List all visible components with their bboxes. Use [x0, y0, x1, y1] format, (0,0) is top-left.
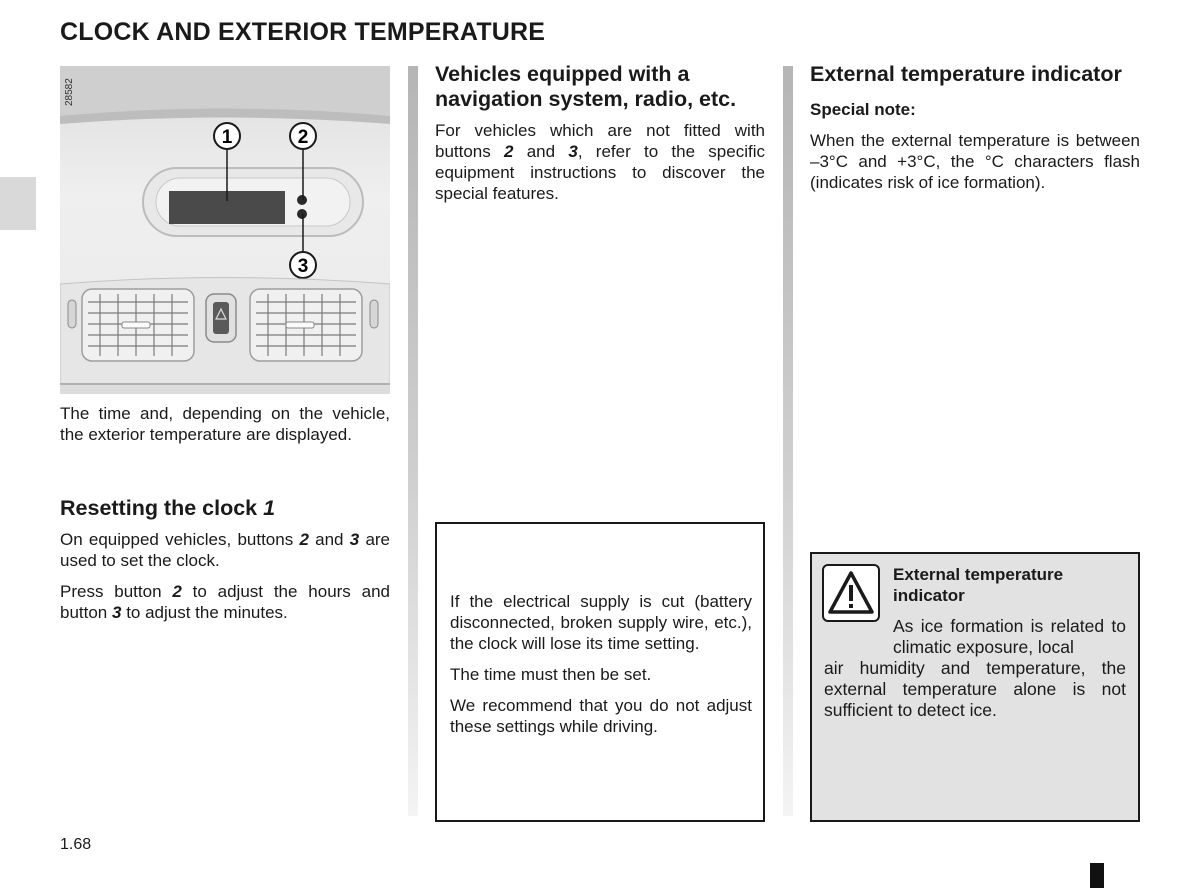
info-paragraph-3: We recommend that you do not adjust these settings while driving. — [450, 696, 752, 736]
button-3-ref: 3 — [568, 142, 578, 161]
temperature-section — [810, 62, 1140, 203]
power-cut-info-box — [435, 522, 765, 822]
text-span: For vehicles which are not fitted with buttons — [435, 121, 765, 161]
column-divider — [408, 66, 418, 816]
warning-triangle-svg — [824, 566, 878, 620]
callout-3-label: 3 — [297, 256, 309, 277]
special-note-label: Special note: — [810, 100, 916, 119]
text-span: to adjust the minutes. — [121, 603, 288, 622]
callout-2 — [290, 123, 316, 149]
button-3-ref: 3 — [112, 603, 122, 622]
info-paragraph-2: The time must then be set. — [450, 665, 652, 684]
callout-1 — [214, 123, 240, 149]
navigation-section — [435, 62, 765, 214]
callout-3 — [290, 252, 316, 278]
callout-2-label: 2 — [297, 127, 309, 148]
navigation-paragraph — [435, 120, 765, 204]
text-span: and — [513, 142, 569, 161]
text-span: and — [308, 530, 350, 549]
text-span: , refer to the specific equipment instructions to discover the special features. — [435, 142, 765, 203]
warning-text-1: As ice formation is related to climatic exposure, local — [893, 616, 1126, 657]
figure-code: 28582 — [64, 78, 75, 106]
reset-paragraph-1 — [60, 529, 390, 571]
page-title: CLOCK AND EXTERIOR TEMPERATURE — [60, 18, 546, 46]
reset-heading-text: Resetting the clock — [60, 496, 258, 520]
reset-heading-number: 1 — [263, 496, 276, 520]
warning-title: External temperature indicator — [893, 565, 1064, 605]
chapter-tab — [0, 177, 36, 230]
temperature-heading: External temperature indicator — [810, 62, 1122, 86]
button-2-ref: 2 — [504, 142, 514, 161]
button-2-ref: 2 — [299, 530, 309, 549]
page-edge-mark — [1090, 863, 1104, 888]
warning-triangle-icon — [822, 564, 880, 622]
dashboard-drawing — [60, 66, 390, 394]
dashboard-illustration — [60, 66, 390, 394]
ice-warning-box — [810, 552, 1140, 822]
page-number: 1.68 — [60, 836, 92, 853]
button-2-ref: 2 — [172, 582, 182, 601]
callout-1-label: 1 — [221, 127, 233, 148]
reset-section — [60, 496, 390, 633]
text-span: are used to set the clock. — [60, 530, 391, 570]
warning-text-2: air humidity and temperature, the external temperature alone is not sufficient to detect ice. — [824, 658, 1126, 720]
text-span: On equipped vehicles, buttons — [60, 530, 300, 549]
column-divider — [783, 66, 793, 816]
text-span: Press button — [60, 582, 173, 601]
special-note-text: When the external temperature is between –3°C and +3°C, the °C characters flash (indicates risk of ice formation). — [810, 131, 1140, 192]
intro-paragraph: The time and, depending on the vehicle, the exterior temperature are displayed. — [60, 404, 390, 444]
button-3-ref: 3 — [349, 530, 360, 549]
reset-paragraph-2 — [60, 581, 390, 623]
reset-heading — [60, 496, 390, 521]
text-span: to adjust the hours and button — [60, 582, 390, 622]
info-paragraph-1: If the electrical supply is cut (battery disconnected, broken supply wire, etc.), the clock will lose its time setting. — [450, 592, 752, 653]
col1-text — [60, 403, 390, 455]
navigation-heading: Vehicles equipped with a navigation system, radio, etc. — [435, 62, 737, 111]
